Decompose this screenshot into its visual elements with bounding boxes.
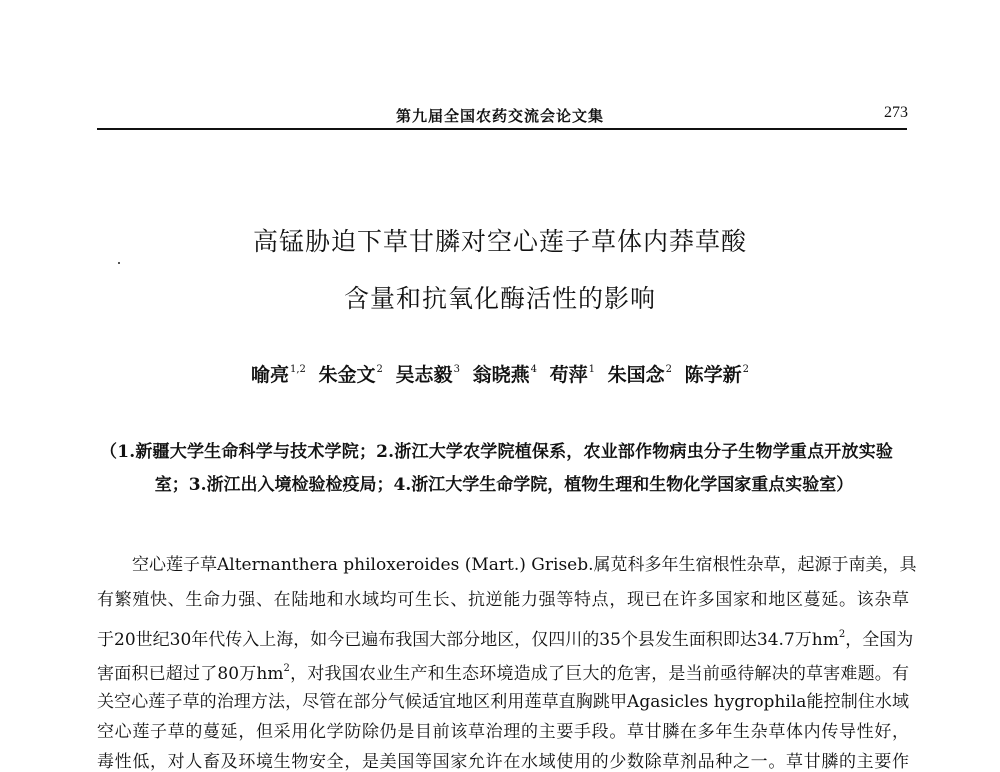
author-name: 陈学新	[684, 364, 742, 386]
page-number: 273	[884, 104, 908, 121]
author	[251, 364, 306, 386]
superscript: 2	[838, 629, 846, 640]
author-affiliation-mark: 2	[376, 364, 383, 375]
author-affiliation-mark: 1,2	[290, 364, 306, 375]
body-text-line: 有繁殖快、生命力强、在陆地和水域均可生长、抗逆能力强等特点，现已在许多国家和地区蔓延。该杂草	[97, 590, 909, 610]
author-name: 朱国念	[607, 364, 665, 386]
author-affiliation-mark: 3	[453, 364, 460, 375]
scan-speck	[118, 262, 120, 264]
superscript: 2	[283, 663, 290, 674]
paper-title-line-1: 高锰胁迫下草甘膦对空心莲子草体内莽草酸	[252, 227, 747, 256]
body-text-segment: 于20世纪30年代传入上海，如今已遍布我国大部分地区，仅四川的35个县发生面积即达34.7万hm	[97, 630, 839, 650]
author-affiliation-mark: 2	[742, 364, 749, 375]
body-text-line	[97, 625, 914, 650]
body-text-line: 空心莲子草Alternanthera philoxeroides (Mart.) Griseb.属苋科多年生宿根性杂草，起源于南美，具	[132, 555, 917, 575]
author-name: 翁晓燕	[472, 364, 530, 386]
body-text-segment: ，全国为	[845, 630, 914, 650]
proceedings-title: 第九届全国农药交流会论文集	[395, 107, 604, 125]
author	[608, 364, 672, 386]
author-name: 朱金文	[318, 364, 376, 386]
author-affiliation-mark: 2	[665, 364, 672, 375]
header-rule	[97, 128, 907, 130]
author-name: 喻亮	[250, 364, 289, 386]
author-affiliation-mark: 1	[588, 364, 595, 375]
paper-title-line-2: 含量和抗氧化酶活性的影响	[343, 284, 656, 313]
body-text-segment: 害面积已超过了80万hm	[97, 664, 284, 684]
author	[685, 364, 749, 386]
author	[396, 364, 460, 386]
author-list	[0, 360, 1000, 387]
affiliations-line-2: 室；3.浙江出入境检验检疫局；4.浙江大学生命学院，植物生理和生物化学国家重点实验室）	[154, 475, 854, 495]
affiliations-line-1: （1.新疆大学生命科学与技术学院；2.浙江大学农学院植保系，农业部作物病虫分子生物学重点开放实验	[100, 442, 894, 462]
body-text-line: 毒性低，对人畜及环境生物安全，是美国等国家允许在水域使用的少数除草剂品种之一。草甘膦的主要作	[97, 752, 909, 772]
author-name: 苟萍	[549, 364, 588, 386]
author-name: 吴志毅	[395, 364, 453, 386]
author-affiliation-mark: 4	[530, 364, 537, 375]
author	[319, 364, 383, 386]
body-text-line	[97, 659, 909, 684]
body-text-line: 空心莲子草的蔓延，但采用化学防除仍是目前该草治理的主要手段。草甘膦在多年生杂草体内传导性好，	[97, 722, 909, 742]
author	[473, 364, 537, 386]
body-text-segment: ，对我国农业生产和生态环境造成了巨大的危害，是当前亟待解决的草害难题。有	[289, 664, 910, 684]
body-text-line: 关空心莲子草的治理方法，尽管在部分气候适宜地区利用莲草直胸跳甲Agasicles hygrophila能控制住水域	[97, 692, 909, 712]
author	[550, 364, 595, 386]
